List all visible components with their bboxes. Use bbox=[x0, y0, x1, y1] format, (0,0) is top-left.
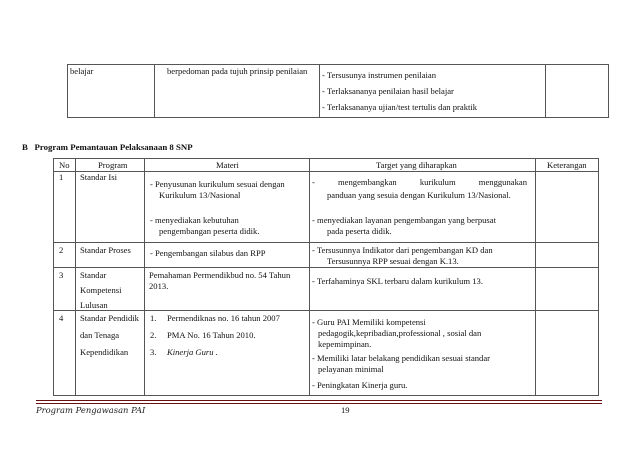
header-keterangan bbox=[536, 159, 599, 172]
table-header-row bbox=[54, 159, 599, 172]
continued-target-2: - Terlaksananya penilaian hasil belajar bbox=[322, 86, 454, 96]
continued-col2-cell bbox=[155, 65, 320, 118]
row3-program-line2: Kompetensi bbox=[80, 285, 122, 295]
header-keterangan-text: Keterangan bbox=[547, 160, 587, 170]
table-row bbox=[54, 243, 599, 268]
row2-target bbox=[310, 243, 536, 268]
row4-materi-2-text: PMA No. 16 Tahun 2010. bbox=[167, 330, 256, 340]
row4-target-2-line1: - Memiliki latar belakang pendidikan sesuai standar bbox=[312, 353, 491, 363]
snp-table bbox=[53, 158, 599, 396]
row3-no-text: 3 bbox=[59, 270, 64, 280]
table-row bbox=[54, 172, 599, 243]
footer-rule bbox=[36, 400, 602, 401]
row3-materi-line1: Pemahaman Permendikbud no. 54 Tahun bbox=[149, 270, 291, 280]
row4-target-1-line3: kepemimpinan. bbox=[318, 339, 372, 349]
row1-materi bbox=[145, 172, 310, 243]
row3-program-line3: Lulusan bbox=[80, 300, 108, 310]
row4-materi-1-num: 1. bbox=[150, 313, 157, 323]
row1-target-1-line1: - mengembangkan kurikulum menggunakan bbox=[312, 177, 527, 187]
header-no bbox=[54, 159, 76, 172]
row4-program-line1: Standar Pendidik bbox=[80, 313, 139, 323]
row4-keterangan bbox=[536, 311, 599, 396]
row3-no bbox=[54, 268, 76, 311]
header-no-text: No bbox=[59, 160, 70, 170]
continued-target-1: - Tersusunya instrumen penilaian bbox=[322, 70, 437, 80]
row4-materi-2-num: 2. bbox=[150, 330, 157, 340]
row1-program-text: Standar Isi bbox=[80, 172, 117, 182]
continued-col2-text: berpedoman pada tujuh prinsip penilaian bbox=[167, 66, 308, 76]
row4-materi-3-num: 3. bbox=[150, 347, 157, 357]
row4-target-1-line2: pedagogik,kepribadian,professional , sosial dan bbox=[318, 328, 482, 338]
row4-no-text: 4 bbox=[59, 313, 64, 323]
continued-target-cell bbox=[320, 65, 546, 118]
row4-no bbox=[54, 311, 76, 396]
row3-target-line1: - Terfahaminya SKL terbaru dalam kurikulum 13. bbox=[312, 276, 483, 286]
continued-col1-text: belajar bbox=[70, 66, 94, 76]
row1-target-2-line1: - menyediakan layanan pengembangan yang berpusat bbox=[312, 215, 496, 225]
row2-program-text: Standar Proses bbox=[80, 245, 131, 255]
row3-materi-line2: 2013. bbox=[149, 281, 169, 291]
header-program bbox=[76, 159, 145, 172]
row4-materi bbox=[145, 311, 310, 396]
row1-keterangan bbox=[536, 172, 599, 243]
header-target-text: Target yang diharapkan bbox=[376, 160, 457, 170]
row3-program-line1: Standar bbox=[80, 270, 107, 280]
row1-materi-1-line1: - Penyusunan kurikulum sesuai dengan bbox=[150, 179, 285, 189]
row2-materi-line1: - Pengembangan silabus dan RPP bbox=[150, 248, 266, 258]
row2-keterangan bbox=[536, 243, 599, 268]
row2-materi bbox=[145, 243, 310, 268]
continued-notes-cell bbox=[546, 65, 609, 118]
header-materi bbox=[145, 159, 310, 172]
row3-program bbox=[76, 268, 145, 311]
row4-target-1-line1: - Guru PAI Memiliki kompetensi bbox=[312, 317, 426, 327]
footer-title: Program Pengawasan PAI bbox=[36, 405, 146, 415]
row3-materi bbox=[145, 268, 310, 311]
row4-materi-1-text: Permendiknas no. 16 tahun 2007 bbox=[167, 313, 280, 323]
header-program-text: Program bbox=[98, 160, 128, 170]
row2-no bbox=[54, 243, 76, 268]
row1-program bbox=[76, 172, 145, 243]
table-row bbox=[54, 268, 599, 311]
continued-col1-cell bbox=[68, 65, 155, 118]
continued-table bbox=[67, 64, 609, 118]
row1-materi-1-line2: Kurikulum 13/Nasional bbox=[159, 190, 241, 200]
row4-program bbox=[76, 311, 145, 396]
row1-materi-2-line2: pengembangan peserta didik. bbox=[159, 226, 260, 236]
row4-target-3-line1: - Peningkatan Kinerja guru. bbox=[312, 380, 408, 390]
table-row bbox=[54, 311, 599, 396]
row2-no-text: 2 bbox=[59, 245, 64, 255]
footer-rule-thin bbox=[36, 403, 602, 404]
row4-target-2-line2: pelayanan minimal bbox=[318, 364, 384, 374]
row1-target bbox=[310, 172, 536, 243]
continued-target-3: - Terlaksananya ujian/test tertulis dan praktik bbox=[322, 102, 478, 112]
header-target bbox=[310, 159, 536, 172]
row3-target bbox=[310, 268, 536, 311]
page-number: 19 bbox=[341, 405, 350, 415]
header-materi-text: Materi bbox=[216, 160, 239, 170]
row2-program bbox=[76, 243, 145, 268]
row4-program-line3: Kependidikan bbox=[80, 347, 129, 357]
row1-target-1-line2: panduan yang sesuia dengan Kurikulum 13/Nasional. bbox=[327, 190, 511, 200]
row3-keterangan bbox=[536, 268, 599, 311]
section-heading: B Program Pemantauan Pelaksanaan 8 SNP bbox=[22, 142, 193, 152]
row2-target-line1: - Tersusunnya Indikator dari pengembangan KD dan bbox=[312, 245, 493, 255]
row1-no bbox=[54, 172, 76, 243]
row4-program-line2: dan Tenaga bbox=[80, 330, 120, 340]
row4-materi-3-text: Kinerja Guru . bbox=[167, 347, 218, 357]
row4-target bbox=[310, 311, 536, 396]
row1-no-text: 1 bbox=[59, 172, 64, 182]
row1-materi-2-line1: - menyediakan kebutuhan bbox=[150, 215, 239, 225]
row1-target-2-line2: pada peserta didik. bbox=[327, 226, 392, 236]
row2-target-line2: Tersusunnya RPP sesuai dengan K.13. bbox=[327, 256, 459, 266]
